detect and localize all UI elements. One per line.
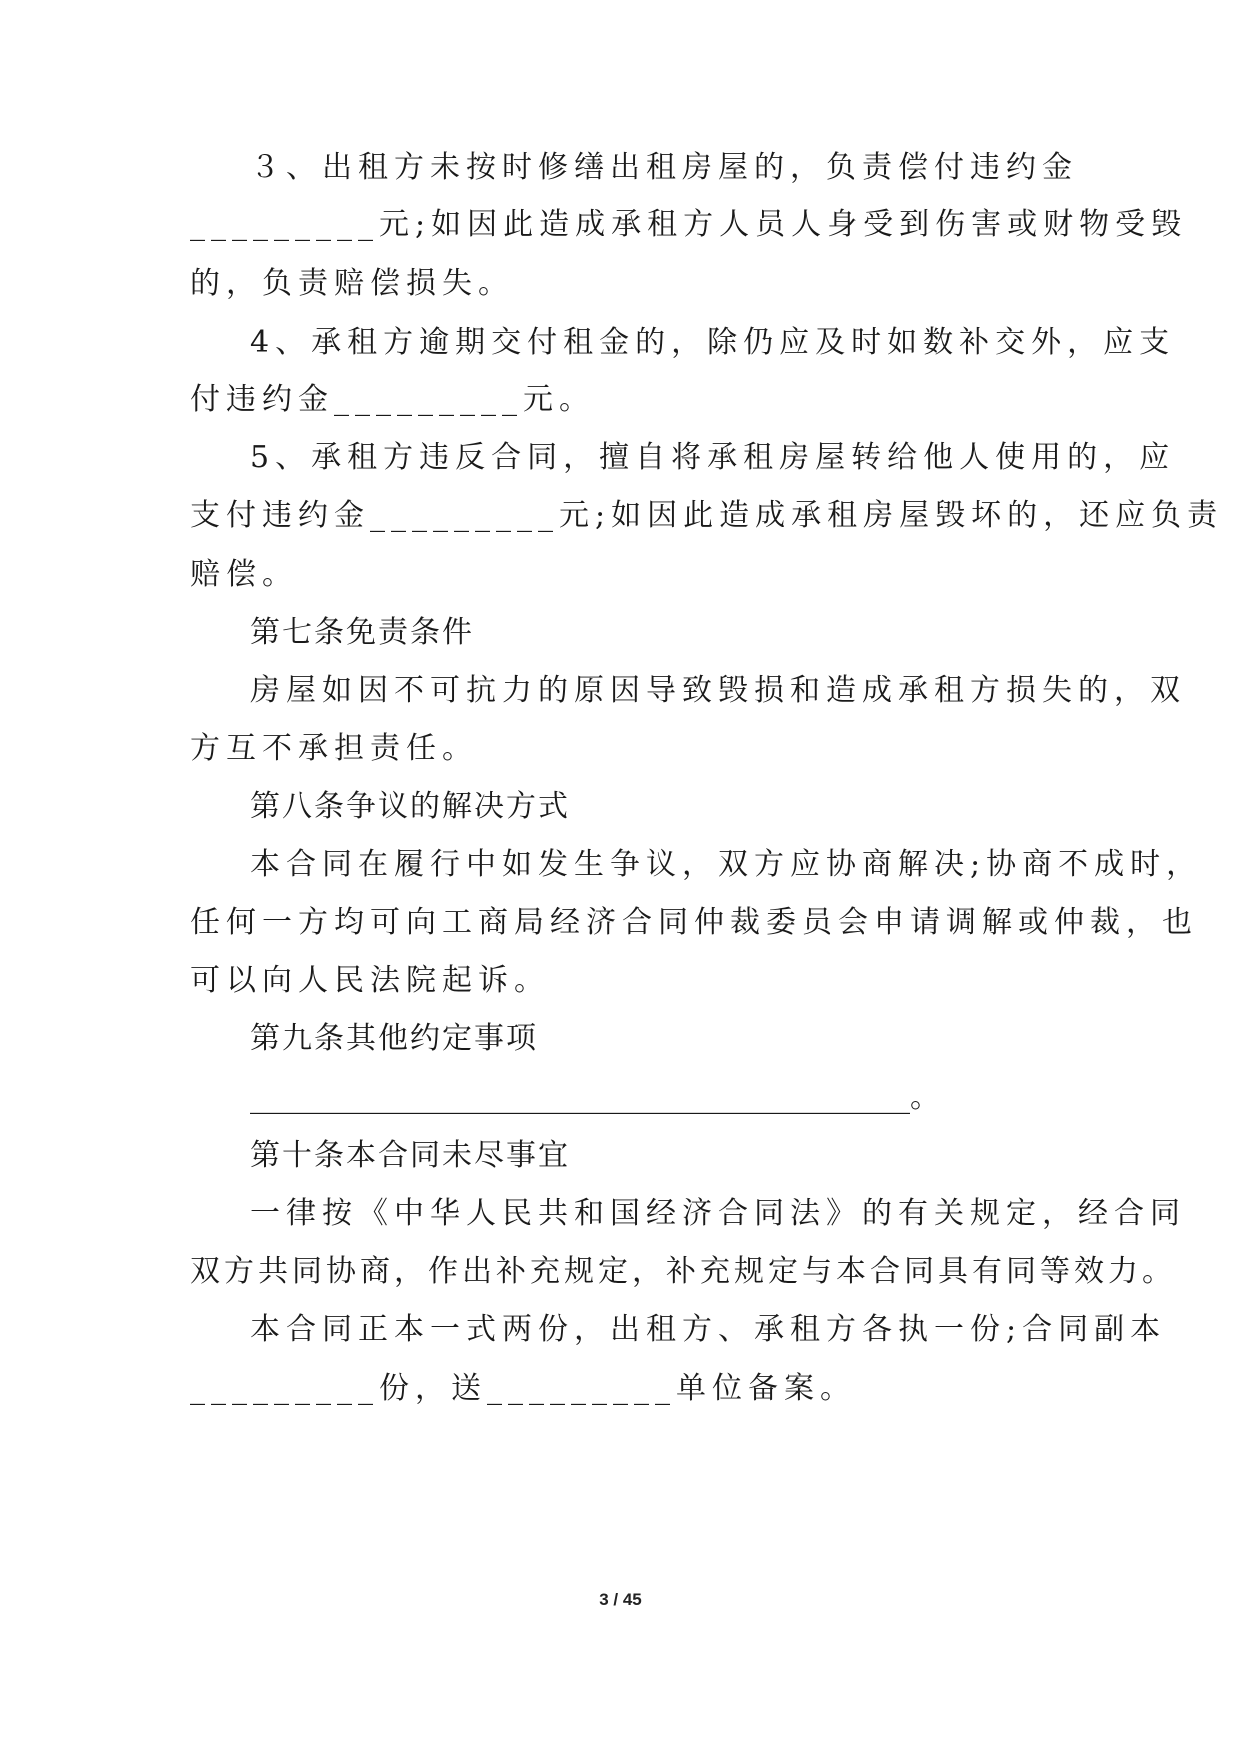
article-8-heading: 第八条争议的解决方式 bbox=[250, 789, 570, 824]
article-10-line-1: 一律按《中华人民共和国经济合同法》的有关规定，经合同 bbox=[250, 1196, 1186, 1231]
article-7-heading: 第七条免责条件 bbox=[250, 615, 474, 650]
page-number: 3 / 45 bbox=[599, 1590, 642, 1609]
article-8-line-1: 本合同在履行中如发生争议，双方应协商解决;协商不成时， bbox=[250, 847, 1203, 882]
article-10-heading: 第十条本合同未尽事宜 bbox=[250, 1138, 570, 1173]
clause-4-line-1: 4、承租方逾期交付租金的，除仍应及时如数补交外，应支 bbox=[250, 325, 1176, 360]
clause-5-line-2: 支付违约金_________元;如因此造成承租房屋毁坏的，还应负责 bbox=[190, 498, 1224, 533]
article-7-line-2: 方互不承担责任。 bbox=[190, 731, 478, 766]
clause-3-line-2: _________元;如因此造成承租方人员人身受到伤害或财物受毁 bbox=[190, 207, 1188, 242]
article-9-heading: 第九条其他约定事项 bbox=[250, 1021, 538, 1056]
clause-3-line-1: ３、出租方未按时修缮出租房屋的，负责偿付违约金 bbox=[250, 150, 1078, 185]
clause-5-line-3: 赔偿。 bbox=[190, 557, 298, 592]
article-10-line-2: 双方共同协商，作出补充规定，补充规定与本合同具有同等效力。 bbox=[190, 1254, 1176, 1289]
article-8-line-2: 任何一方均可向工商局经济合同仲裁委员会申请调解或仲裁，也 bbox=[190, 905, 1198, 940]
copies-line-2: _________份，送_________单位备案。 bbox=[190, 1371, 856, 1406]
copies-line-1: 本合同正本一式两份，出租方、承租方各执一份;合同副本 bbox=[250, 1312, 1167, 1347]
clause-4-line-2: 付违约金_________元。 bbox=[190, 382, 595, 417]
clause-5-line-1: 5、承租方违反合同，擅自将承租房屋转给他人使用的，应 bbox=[250, 440, 1176, 475]
article-8-line-3: 可以向人民法院起诉。 bbox=[190, 963, 550, 998]
article-9-blank-line: ____________________________________________。 bbox=[250, 1080, 940, 1115]
article-7-line-1: 房屋如因不可抗力的原因导致毁损和造成承租方损失的，双 bbox=[250, 673, 1186, 708]
clause-3-line-3: 的，负责赔偿损失。 bbox=[190, 266, 514, 301]
